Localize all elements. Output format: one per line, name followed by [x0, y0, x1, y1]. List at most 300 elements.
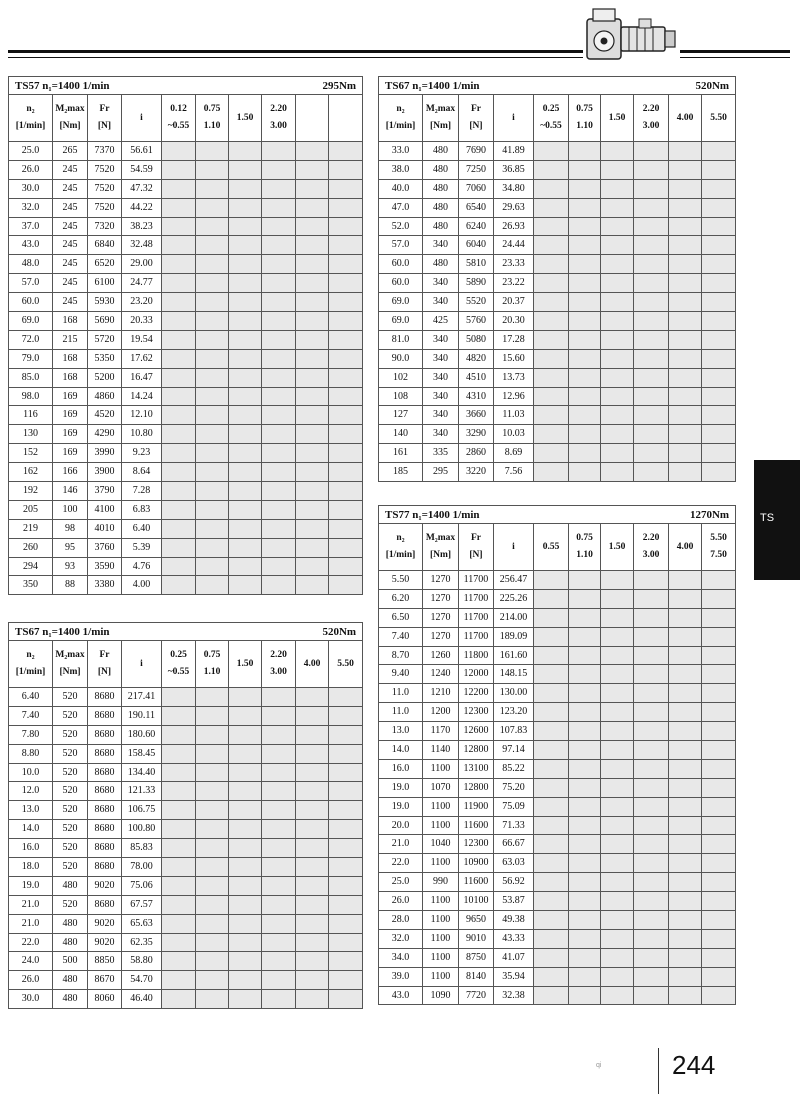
- table-row: [379, 797, 736, 816]
- motor-power-cell: [196, 557, 229, 576]
- table-cell: 5080: [459, 330, 494, 349]
- motor-power-cell: [634, 425, 669, 444]
- motor-power-cell: [702, 349, 736, 368]
- motor-power-cell: [534, 463, 569, 482]
- motor-power-cell: [634, 684, 669, 703]
- motor-power-cell: [296, 500, 329, 519]
- table-cell: 13100: [459, 759, 494, 778]
- motor-power-cell: [196, 538, 229, 557]
- motor-power-cell: [534, 425, 569, 444]
- motor-power-cell: [296, 725, 329, 744]
- column-header: i: [494, 95, 534, 142]
- motor-power-cell: [329, 160, 363, 179]
- motor-power-cell: [196, 482, 229, 501]
- table-cell: 340: [423, 330, 459, 349]
- motor-power-cell: [569, 589, 601, 608]
- motor-power-cell: [296, 217, 329, 236]
- table-cell: 47.0: [379, 198, 423, 217]
- motor-power-cell: [162, 820, 196, 839]
- table-cell: 1170: [423, 722, 459, 741]
- table-row: [379, 274, 736, 293]
- motor-power-cell: [569, 349, 601, 368]
- motor-power-cell: [329, 425, 363, 444]
- motor-power-cell: [296, 387, 329, 406]
- motor-power-cell: [162, 142, 196, 161]
- table-cell: 215: [53, 330, 88, 349]
- motor-power-cell: [634, 198, 669, 217]
- table-title: TS57 n₁=1400 1/min: [15, 79, 110, 92]
- table-cell: 23.22: [494, 274, 534, 293]
- page-number-divider: [658, 1048, 659, 1094]
- motor-power-cell: [229, 406, 262, 425]
- column-header: M₂max [Nm]: [423, 524, 459, 571]
- table-cell: 161.60: [494, 646, 534, 665]
- motor-power-cell: [262, 971, 296, 990]
- table-row: [9, 425, 363, 444]
- motor-power-cell: [162, 876, 196, 895]
- table-cell: 130: [9, 425, 53, 444]
- motor-power-cell: [329, 368, 363, 387]
- motor-power-cell: [601, 368, 634, 387]
- motor-power-cell: [669, 274, 702, 293]
- table-cell: 57.0: [379, 236, 423, 255]
- table-row: [379, 142, 736, 161]
- motor-power-cell: [229, 274, 262, 293]
- motor-power-cell: [601, 703, 634, 722]
- table-cell: 9020: [88, 876, 122, 895]
- motor-power-cell: [296, 933, 329, 952]
- motor-power-cell: [569, 703, 601, 722]
- table-row: [379, 387, 736, 406]
- motor-power-cell: [162, 500, 196, 519]
- table-cell: 169: [53, 406, 88, 425]
- motor-power-cell: [569, 741, 601, 760]
- motor-power-cell: [229, 688, 262, 707]
- table-cell: 26.93: [494, 217, 534, 236]
- table-cell: 1040: [423, 835, 459, 854]
- motor-power-cell: [229, 179, 262, 198]
- table-cell: 47.32: [122, 179, 162, 198]
- motor-power-cell: [634, 646, 669, 665]
- column-header: n₂ [1/min]: [379, 95, 423, 142]
- motor-power-cell: [702, 816, 736, 835]
- table-cell: 12600: [459, 722, 494, 741]
- motor-power-cell: [262, 801, 296, 820]
- table-cell: 11600: [459, 873, 494, 892]
- column-header: 0.12 ~0.55: [162, 95, 196, 142]
- table-cell: 30.0: [9, 179, 53, 198]
- table-cell: 1270: [423, 589, 459, 608]
- motor-power-cell: [634, 293, 669, 312]
- motor-power-cell: [229, 482, 262, 501]
- table-cell: 1070: [423, 778, 459, 797]
- column-header: i: [122, 641, 162, 688]
- table-cell: 22.0: [379, 854, 423, 873]
- motor-power-cell: [329, 538, 363, 557]
- motor-power-cell: [569, 835, 601, 854]
- motor-power-cell: [329, 293, 363, 312]
- motor-power-cell: [262, 538, 296, 557]
- motor-power-cell: [634, 589, 669, 608]
- motor-power-cell: [534, 293, 569, 312]
- table-cell: 340: [423, 293, 459, 312]
- table-cell: 56.92: [494, 873, 534, 892]
- table-cell: 1100: [423, 929, 459, 948]
- table-cell: 38.0: [379, 160, 423, 179]
- motor-power-cell: [329, 782, 363, 801]
- table-row: [9, 349, 363, 368]
- motor-power-cell: [162, 706, 196, 725]
- motor-power-cell: [569, 665, 601, 684]
- motor-power-cell: [669, 646, 702, 665]
- table-cell: 11600: [459, 816, 494, 835]
- table-cell: 25.0: [379, 873, 423, 892]
- table-row: [9, 463, 363, 482]
- table-cell: 127: [379, 406, 423, 425]
- motor-power-cell: [534, 948, 569, 967]
- table-cell: 340: [423, 406, 459, 425]
- motor-power-cell: [296, 482, 329, 501]
- table-cell: 8060: [88, 990, 122, 1009]
- column-header: i: [494, 524, 534, 571]
- table-cell: 8680: [88, 782, 122, 801]
- table-cell: 245: [53, 293, 88, 312]
- motor-power-cell: [296, 179, 329, 198]
- table-cell: 1100: [423, 759, 459, 778]
- motor-power-cell: [296, 952, 329, 971]
- motor-power-cell: [162, 538, 196, 557]
- motor-power-cell: [669, 835, 702, 854]
- table-cell: 245: [53, 160, 88, 179]
- table-row: [9, 179, 363, 198]
- motor-power-cell: [702, 463, 736, 482]
- table-cell: 32.0: [379, 929, 423, 948]
- table-cell: 121.33: [122, 782, 162, 801]
- motor-power-cell: [534, 255, 569, 274]
- table-cell: 19.54: [122, 330, 162, 349]
- motor-power-cell: [162, 725, 196, 744]
- table-row: [9, 236, 363, 255]
- motor-power-cell: [196, 952, 229, 971]
- motor-power-cell: [702, 312, 736, 331]
- motor-power-cell: [229, 763, 262, 782]
- table-row: [9, 255, 363, 274]
- table-row: [379, 425, 736, 444]
- motor-power-cell: [634, 703, 669, 722]
- column-header: Fr [N]: [88, 641, 122, 688]
- table-cell: 38.23: [122, 217, 162, 236]
- motor-power-cell: [196, 406, 229, 425]
- table-cell: 24.0: [9, 952, 53, 971]
- table-cell: 35.94: [494, 967, 534, 986]
- table-title: TS67 n₁=1400 1/min: [385, 79, 480, 92]
- motor-power-cell: [601, 463, 634, 482]
- motor-power-cell: [702, 665, 736, 684]
- table-title: TS67 n₁=1400 1/min: [15, 625, 110, 638]
- motor-power-cell: [702, 236, 736, 255]
- table-row: [9, 293, 363, 312]
- motor-power-cell: [534, 703, 569, 722]
- table-row: [379, 816, 736, 835]
- motor-power-cell: [229, 782, 262, 801]
- table-cell: 168: [53, 312, 88, 331]
- motor-power-cell: [229, 557, 262, 576]
- motor-power-cell: [229, 160, 262, 179]
- table-cell: 480: [423, 160, 459, 179]
- motor-power-cell: [262, 895, 296, 914]
- motor-power-cell: [534, 406, 569, 425]
- table-cell: 20.30: [494, 312, 534, 331]
- table-row: [379, 406, 736, 425]
- motor-power-cell: [162, 990, 196, 1009]
- column-header: 0.25 ~0.55: [162, 641, 196, 688]
- motor-power-cell: [196, 990, 229, 1009]
- motor-power-cell: [162, 688, 196, 707]
- motor-power-cell: [702, 627, 736, 646]
- table-cell: 480: [53, 990, 88, 1009]
- table-cell: 7520: [88, 179, 122, 198]
- table-cell: 4820: [459, 349, 494, 368]
- table-ts67-low: [8, 622, 363, 1009]
- motor-power-cell: [229, 293, 262, 312]
- motor-power-cell: [262, 576, 296, 595]
- motor-power-cell: [196, 444, 229, 463]
- table-cell: 13.73: [494, 368, 534, 387]
- motor-power-cell: [162, 198, 196, 217]
- column-header: 4.00: [296, 641, 329, 688]
- table-cell: 69.0: [9, 312, 53, 331]
- motor-power-cell: [262, 293, 296, 312]
- motor-power-cell: [296, 839, 329, 858]
- motor-power-cell: [569, 854, 601, 873]
- table-cell: 11.0: [379, 703, 423, 722]
- motor-power-cell: [534, 571, 569, 590]
- table-cell: 1240: [423, 665, 459, 684]
- table-row: [379, 255, 736, 274]
- motor-power-cell: [262, 876, 296, 895]
- column-header: 0.55: [534, 524, 569, 571]
- table-cell: 41.89: [494, 142, 534, 161]
- motor-power-cell: [196, 576, 229, 595]
- table-row: [379, 778, 736, 797]
- motor-power-cell: [601, 986, 634, 1005]
- table-cell: 146: [53, 482, 88, 501]
- table-cell: 19.0: [379, 778, 423, 797]
- table-cell: 480: [423, 198, 459, 217]
- motor-power-cell: [262, 349, 296, 368]
- table-cell: 335: [423, 444, 459, 463]
- motor-power-cell: [196, 293, 229, 312]
- table-cell: 520: [53, 839, 88, 858]
- table-cell: 3590: [88, 557, 122, 576]
- motor-power-cell: [534, 444, 569, 463]
- motor-power-cell: [262, 519, 296, 538]
- table-cell: 8850: [88, 952, 122, 971]
- table-cell: 2860: [459, 444, 494, 463]
- table-cell: 7.80: [9, 725, 53, 744]
- table-cell: 8680: [88, 763, 122, 782]
- header-rule-right-thin: [680, 57, 790, 58]
- motor-power-cell: [702, 142, 736, 161]
- table-cell: 480: [53, 876, 88, 895]
- motor-power-cell: [702, 406, 736, 425]
- motor-power-cell: [702, 835, 736, 854]
- table-cell: 480: [423, 179, 459, 198]
- motor-power-cell: [534, 160, 569, 179]
- table-row: [379, 179, 736, 198]
- motor-power-cell: [569, 255, 601, 274]
- motor-power-cell: [296, 330, 329, 349]
- table-cell: 245: [53, 217, 88, 236]
- table-row: [9, 725, 363, 744]
- motor-power-cell: [534, 236, 569, 255]
- motor-power-cell: [296, 782, 329, 801]
- table-cell: 11.0: [379, 684, 423, 703]
- table-cell: 11700: [459, 608, 494, 627]
- motor-power-cell: [329, 387, 363, 406]
- motor-power-cell: [296, 198, 329, 217]
- table-cell: 166: [53, 463, 88, 482]
- table-cell: 340: [423, 368, 459, 387]
- motor-power-cell: [601, 948, 634, 967]
- table-cell: 1100: [423, 816, 459, 835]
- table-cell: 520: [53, 725, 88, 744]
- table-row: [379, 463, 736, 482]
- motor-power-cell: [262, 330, 296, 349]
- table-cell: 295: [423, 463, 459, 482]
- table-cell: 16.0: [9, 839, 53, 858]
- motor-power-cell: [162, 914, 196, 933]
- motor-power-cell: [634, 463, 669, 482]
- motor-power-cell: [262, 782, 296, 801]
- motor-power-cell: [196, 217, 229, 236]
- table-cell: 21.0: [379, 835, 423, 854]
- table-cell: 7720: [459, 986, 494, 1005]
- motor-power-cell: [601, 741, 634, 760]
- table-cell: 5.39: [122, 538, 162, 557]
- motor-power-cell: [329, 763, 363, 782]
- motor-power-cell: [296, 876, 329, 895]
- motor-power-cell: [329, 349, 363, 368]
- table-cell: 69.0: [379, 293, 423, 312]
- column-header: 2.20 3.00: [262, 641, 296, 688]
- table-cell: 34.0: [379, 948, 423, 967]
- motor-power-cell: [262, 725, 296, 744]
- motor-power-cell: [669, 589, 702, 608]
- motor-power-cell: [534, 312, 569, 331]
- motor-power-cell: [669, 929, 702, 948]
- motor-power-cell: [329, 519, 363, 538]
- motor-power-cell: [229, 839, 262, 858]
- motor-power-cell: [634, 444, 669, 463]
- motor-power-cell: [634, 368, 669, 387]
- motor-power-cell: [601, 873, 634, 892]
- motor-power-cell: [329, 820, 363, 839]
- section-tab: [754, 460, 800, 580]
- table-cell: 9010: [459, 929, 494, 948]
- motor-power-cell: [669, 444, 702, 463]
- motor-power-cell: [534, 986, 569, 1005]
- motor-power-cell: [702, 722, 736, 741]
- table-row: [379, 368, 736, 387]
- table-cell: 5.50: [379, 571, 423, 590]
- motor-power-cell: [262, 274, 296, 293]
- motor-power-cell: [329, 725, 363, 744]
- motor-power-cell: [669, 797, 702, 816]
- motor-power-cell: [296, 255, 329, 274]
- motor-power-cell: [601, 759, 634, 778]
- motor-power-cell: [634, 741, 669, 760]
- motor-power-cell: [196, 387, 229, 406]
- motor-power-cell: [262, 160, 296, 179]
- motor-power-cell: [702, 368, 736, 387]
- motor-power-cell: [162, 858, 196, 877]
- table-cell: 500: [53, 952, 88, 971]
- motor-power-cell: [229, 217, 262, 236]
- table-cell: 7.56: [494, 463, 534, 482]
- table-cell: 46.40: [122, 990, 162, 1009]
- motor-power-cell: [262, 425, 296, 444]
- table-cell: 8680: [88, 895, 122, 914]
- table-ts57: [8, 76, 363, 595]
- table-cell: 8680: [88, 801, 122, 820]
- table-cell: 8680: [88, 858, 122, 877]
- motor-power-cell: [329, 274, 363, 293]
- table-cell: 6.40: [122, 519, 162, 538]
- motor-power-cell: [162, 744, 196, 763]
- table-cell: 8.80: [9, 744, 53, 763]
- motor-power-cell: [262, 763, 296, 782]
- table-row: [379, 929, 736, 948]
- motor-power-cell: [702, 854, 736, 873]
- motor-power-cell: [669, 684, 702, 703]
- table-cell: 1200: [423, 703, 459, 722]
- table-cell: 10900: [459, 854, 494, 873]
- table-cell: 60.0: [9, 293, 53, 312]
- motor-power-cell: [669, 330, 702, 349]
- column-header: i: [122, 95, 162, 142]
- motor-power-cell: [162, 387, 196, 406]
- motor-power-cell: [196, 725, 229, 744]
- table-cell: 97.14: [494, 741, 534, 760]
- table-cell: 256.47: [494, 571, 534, 590]
- table-cell: 6520: [88, 255, 122, 274]
- table-cell: 16.0: [379, 759, 423, 778]
- motor-power-cell: [534, 179, 569, 198]
- motor-power-cell: [229, 914, 262, 933]
- table-cell: 21.0: [9, 895, 53, 914]
- table-row: [9, 557, 363, 576]
- table-cell: 152: [9, 444, 53, 463]
- motor-power-cell: [634, 179, 669, 198]
- table-cell: 190.11: [122, 706, 162, 725]
- table-cell: 6240: [459, 217, 494, 236]
- table-cell: 1100: [423, 967, 459, 986]
- motor-power-cell: [634, 160, 669, 179]
- motor-power-cell: [196, 688, 229, 707]
- motor-power-cell: [329, 688, 363, 707]
- motor-power-cell: [329, 142, 363, 161]
- table-row: [9, 763, 363, 782]
- table-cell: 54.59: [122, 160, 162, 179]
- motor-power-cell: [329, 217, 363, 236]
- table-cell: 3290: [459, 425, 494, 444]
- motor-power-cell: [669, 911, 702, 930]
- motor-power-cell: [702, 330, 736, 349]
- motor-power-cell: [669, 703, 702, 722]
- motor-power-cell: [229, 425, 262, 444]
- motor-power-cell: [229, 368, 262, 387]
